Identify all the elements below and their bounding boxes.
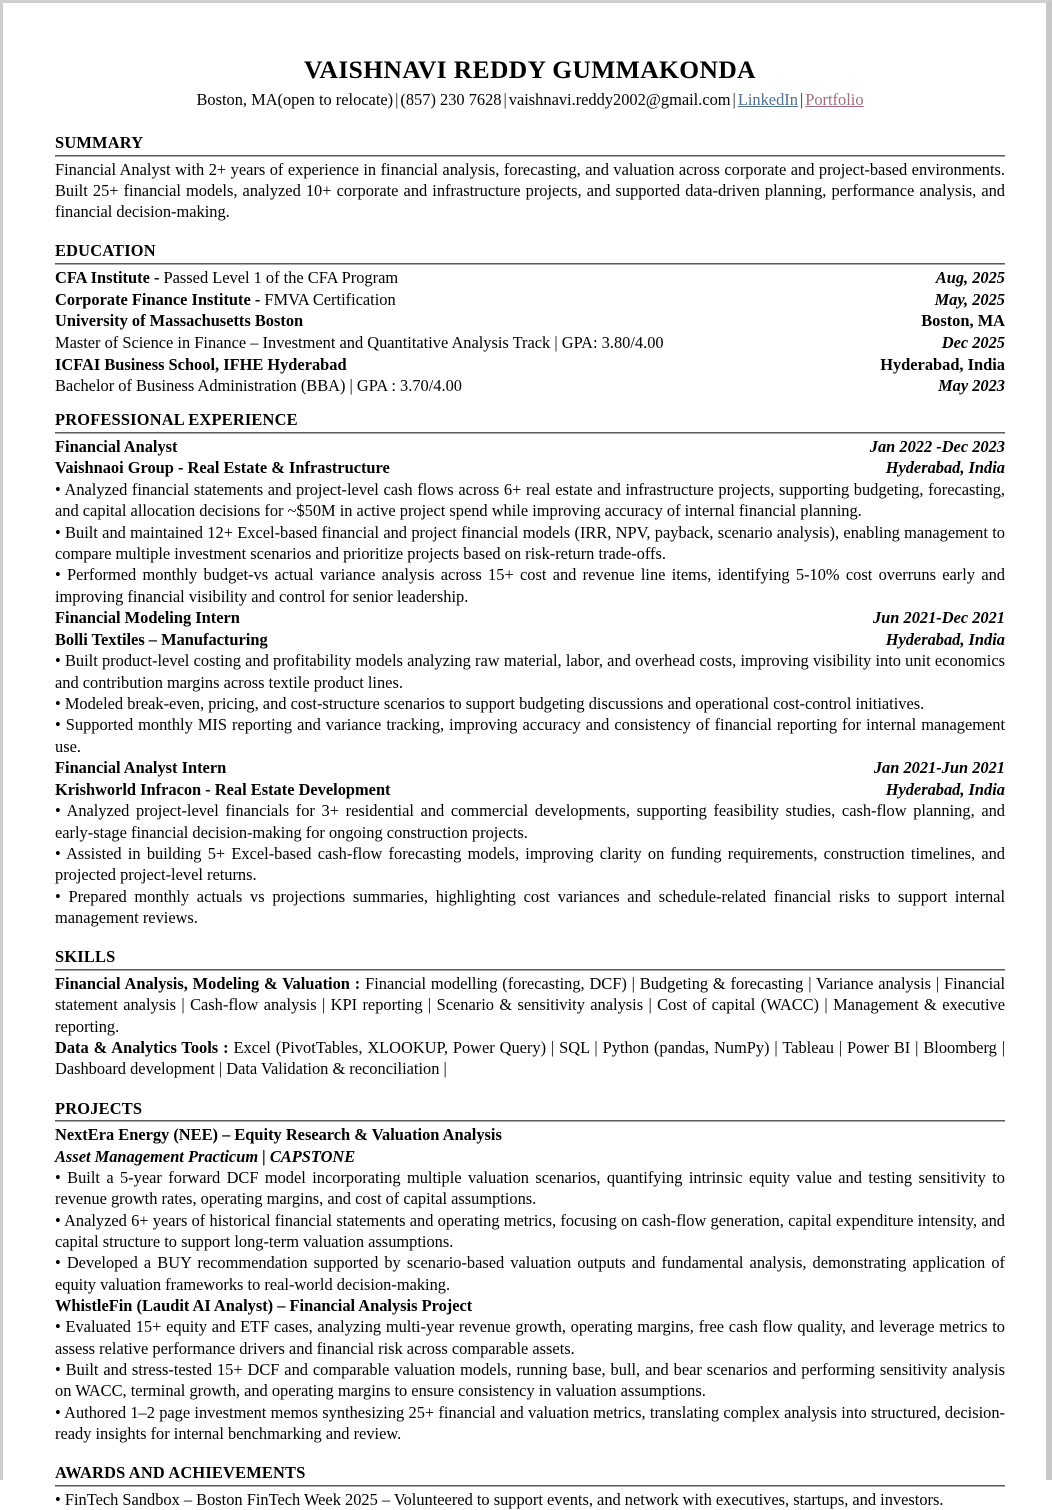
experience-location: Hyderabad, India <box>885 458 1005 478</box>
section-education <box>55 241 1005 397</box>
section-projects <box>55 1099 1005 1445</box>
education-entry-text <box>55 354 347 376</box>
experience-role: Financial Analyst Intern <box>55 758 227 778</box>
section-title-summary: SUMMARY <box>55 132 144 152</box>
education-row <box>55 332 1005 354</box>
education-entry-right: Aug, 2025 <box>935 268 1005 288</box>
education-entry-normal: FMVA Certification <box>264 289 396 309</box>
experience-role-row <box>55 757 1005 779</box>
education-entry-normal: Bachelor of Business Administration (BBA) | GPA : 3.70/4.00 <box>55 376 462 396</box>
project-name: WhistleFin (Laudit AI Analyst) – Financial Analysis Project <box>55 1295 473 1315</box>
project-bullet: • Authored 1–2 page investment memos synthesizing 25+ financial and valuation metrics, translating complex analysis into structured, decision-ready insights for internal benchmarking and review. <box>55 1402 1005 1443</box>
education-entry-right: Hyderabad, India <box>880 354 1005 374</box>
contact-location: Boston, MA(open to relocate) <box>196 90 394 110</box>
experience-role-row <box>55 607 1005 629</box>
education-entry-right: May, 2025 <box>934 289 1005 309</box>
experience-bullet: • Built and maintained 12+ Excel-based financial and project financial models (IRR, NPV, payback, scenario analysis), enabling management to compare multiple investment scenarios and prioritize projects based on risk-return trade-offs. <box>55 522 1005 564</box>
experience-entry <box>55 757 1005 928</box>
experience-company: Krishworld Infracon - Real Estate Development <box>55 779 391 799</box>
experience-company: Bolli Textiles – Manufacturing <box>55 629 268 649</box>
experience-role-row <box>55 436 1005 458</box>
experience-bullet: • Built product-level costing and profitability models analyzing raw material, labor, and overhead costs, improving visibility into unit economics and contribution margins across textile product lines. <box>55 651 1005 692</box>
spacer-after-projects <box>55 1448 1005 1463</box>
contact-separator-3: | <box>732 90 736 110</box>
project-bullet: • Built a 5-year forward DCF model incorporating multiple valuation scenarios, quantifying intrinsic equity value and testing sensitivity to revenue growth rates, operating margins, and cost of capital assumptions. <box>55 1167 1005 1209</box>
education-row <box>55 267 1005 289</box>
section-title-experience: PROFESSIONAL EXPERIENCE <box>55 410 298 430</box>
section-awards <box>55 1463 1005 1510</box>
skills-group-value: Financial modelling (forecasting, DCF) | Budgeting & forecasting | Variance analysis | Financial statement analysis | Cash-flow analysis | KPI reporting | Scenario & sensitivity analysis | Cost of capital (WACC) | Management & executive reporting. <box>55 974 1005 1036</box>
experience-company-row <box>55 629 1005 651</box>
skills-group-value: Excel (PivotTables, XLOOKUP, Power Query) | SQL | Python (pandas, NumPy) | Tableau | Power BI | Bloomberg | Dashboard development | Data Validation & reconciliation | <box>55 1037 1005 1079</box>
education-entry-text <box>55 267 398 289</box>
experience-bullet: • Prepared monthly actuals vs projections summaries, highlighting cost variances and schedule-related financial risks to support internal management reviews. <box>55 886 1005 927</box>
education-entry-text <box>55 310 303 332</box>
education-entry-bold: Corporate Finance Institute - <box>55 289 265 309</box>
section-rule-projects <box>55 1120 1005 1122</box>
experience-dates: Jan 2021-Jun 2021 <box>873 758 1005 778</box>
resume-content <box>55 55 1005 1510</box>
experience-location: Hyderabad, India <box>885 779 1005 799</box>
education-entry-right: Boston, MA <box>921 311 1005 331</box>
project-entry <box>55 1295 1005 1444</box>
spacer-after-skills <box>55 1084 1005 1099</box>
project-bullet: • Built and stress-tested 15+ DCF and comparable valuation models, running base, bull, and bear scenarios and performing sensitivity analysis on WACC, terminal growth, and operating margins to ensure consistency in valuation assumptions. <box>55 1359 1005 1401</box>
experience-company: Vaishnaoi Group - Real Estate & Infrastructure <box>55 458 390 478</box>
section-rule-education <box>55 263 1005 265</box>
education-row <box>55 354 1005 376</box>
education-row <box>55 375 1005 397</box>
experience-bullet: • Assisted in building 5+ Excel-based cash-flow forecasting models, improving clarity on funding requirements, construction timelines, and projected project-level returns. <box>55 844 1005 885</box>
education-entry-normal: Passed Level 1 of the CFA Program <box>163 268 399 288</box>
contact-separator-4: | <box>799 90 804 110</box>
section-rule-awards <box>55 1485 1005 1487</box>
experience-company-row <box>55 457 1005 479</box>
section-title-skills: SKILLS <box>55 947 116 967</box>
experience-entry <box>55 607 1005 757</box>
education-entry-bold: ICFAI Business School, IFHE Hyderabad <box>55 354 347 374</box>
section-experience <box>55 410 1005 928</box>
section-title-awards: AWARDS AND ACHIEVEMENTS <box>55 1463 306 1483</box>
education-entry-right: May 2023 <box>938 376 1005 396</box>
experience-dates: Jan 2022 -Dec 2023 <box>869 436 1005 456</box>
project-name: NextEra Energy (NEE) – Equity Research & Valuation Analysis <box>55 1125 502 1145</box>
education-entry-text <box>55 289 396 311</box>
project-entry <box>55 1124 1005 1295</box>
contact-phone: (857) 230 7628 <box>400 90 502 110</box>
experience-entry <box>55 436 1005 607</box>
experience-bullet: • Analyzed financial statements and project-level cash flows across 6+ real estate and infrastructure projects, supporting budgeting, forecasting, and capital allocation decisions for ~$50M in active project spend while improving accuracy of internal financial planning. <box>55 480 1005 521</box>
linkedin-link[interactable]: LinkedIn <box>737 90 798 110</box>
project-subtitle: Asset Management Practicum | CAPSTONE <box>55 1146 356 1166</box>
project-bullet: • Developed a BUY recommendation supported by scenario-based valuation outputs and fundamental analysis, demonstrating application of equity valuation frameworks to real-world decision-making. <box>55 1253 1005 1294</box>
education-entry-normal: Master of Science in Finance – Investment and Quantitative Analysis Track | GPA: 3.80/4.00 <box>55 333 664 353</box>
contact-separator-1: | <box>395 90 399 110</box>
skills-group <box>55 1037 1005 1080</box>
section-rule-summary <box>55 155 1005 157</box>
section-title-education: EDUCATION <box>55 241 156 261</box>
education-entry-right: Dec 2025 <box>941 333 1005 353</box>
portfolio-link[interactable]: Portfolio <box>805 90 864 110</box>
candidate-name: VAISHNAVI REDDY GUMMAKONDA <box>304 55 756 84</box>
experience-location: Hyderabad, India <box>885 629 1005 649</box>
spacer-after-education <box>55 401 1005 410</box>
experience-role: Financial Modeling Intern <box>55 608 240 628</box>
project-bullet: • Evaluated 15+ equity and ETF cases, analyzing multi-year revenue growth, operating margins, free cash flow quality, and leverage metrics to assess relative performance drivers and financial risk across comparable assets. <box>55 1317 1005 1358</box>
education-entry-bold: University of Massachusetts Boston <box>55 311 304 331</box>
section-title-projects: PROJECTS <box>55 1098 143 1118</box>
experience-bullet: • Analyzed project-level financials for 3+ residential and commercial developments, supporting feasibility studies, cash-flow planning, and early-stage financial decision-making for ongoing construction projects. <box>55 801 1005 842</box>
project-bullet: • Analyzed 6+ years of historical financial statements and operating metrics, focusing on cash-flow generation, capital expenditure intensity, and capital structure to support long-term valuation assumptions. <box>55 1210 1005 1251</box>
skills-group-label: Data & Analytics Tools : <box>55 1037 229 1057</box>
spacer-after-summary <box>55 226 1005 241</box>
experience-company-row <box>55 779 1005 801</box>
skills-group-label: Financial Analysis, Modeling & Valuation : <box>55 974 361 993</box>
education-entry-text <box>55 375 462 397</box>
section-rule-skills <box>55 969 1005 971</box>
experience-bullet: • Performed monthly budget-vs actual variance analysis across 15+ cost and revenue line items, identifying 5-10% cost overruns early and improving financial visibility and control for senior leadership. <box>55 565 1005 606</box>
education-row <box>55 289 1005 311</box>
education-row <box>55 310 1005 332</box>
section-rule-experience <box>55 432 1005 434</box>
section-summary <box>55 133 1005 223</box>
education-entry-bold: CFA Institute - <box>55 268 164 288</box>
spacer-after-experience <box>55 932 1005 947</box>
award-item: • FinTech Sandbox – Boston FinTech Week 2025 – Volunteered to support events, and network with executives, startups, and investors. <box>55 1489 944 1509</box>
experience-bullet: • Supported monthly MIS reporting and variance tracking, improving accuracy and consistency of financial reporting for internal management use. <box>55 715 1005 756</box>
contact-separator-2: | <box>503 90 507 110</box>
section-skills <box>55 947 1005 1079</box>
experience-role: Financial Analyst <box>55 436 178 456</box>
summary-text: Financial Analyst with 2+ years of experience in financial analysis, forecasting, and valuation across corporate and project-based environments. Built 25+ financial models, analyzed 10+ corporate and infrastructure projects, and supported data-driven planning, performance analysis, and financial decision-making. <box>55 159 1005 222</box>
contact-email: vaishnavi.reddy2002@gmail.com <box>508 90 731 110</box>
experience-bullet: • Modeled break-even, pricing, and cost-structure scenarios to support budgeting discussions and operational cost-control initiatives. <box>55 694 925 714</box>
contact-line <box>55 90 1005 111</box>
skills-group <box>55 973 1005 1037</box>
education-entry-text <box>55 332 664 354</box>
experience-dates: Jun 2021-Dec 2021 <box>872 608 1005 628</box>
